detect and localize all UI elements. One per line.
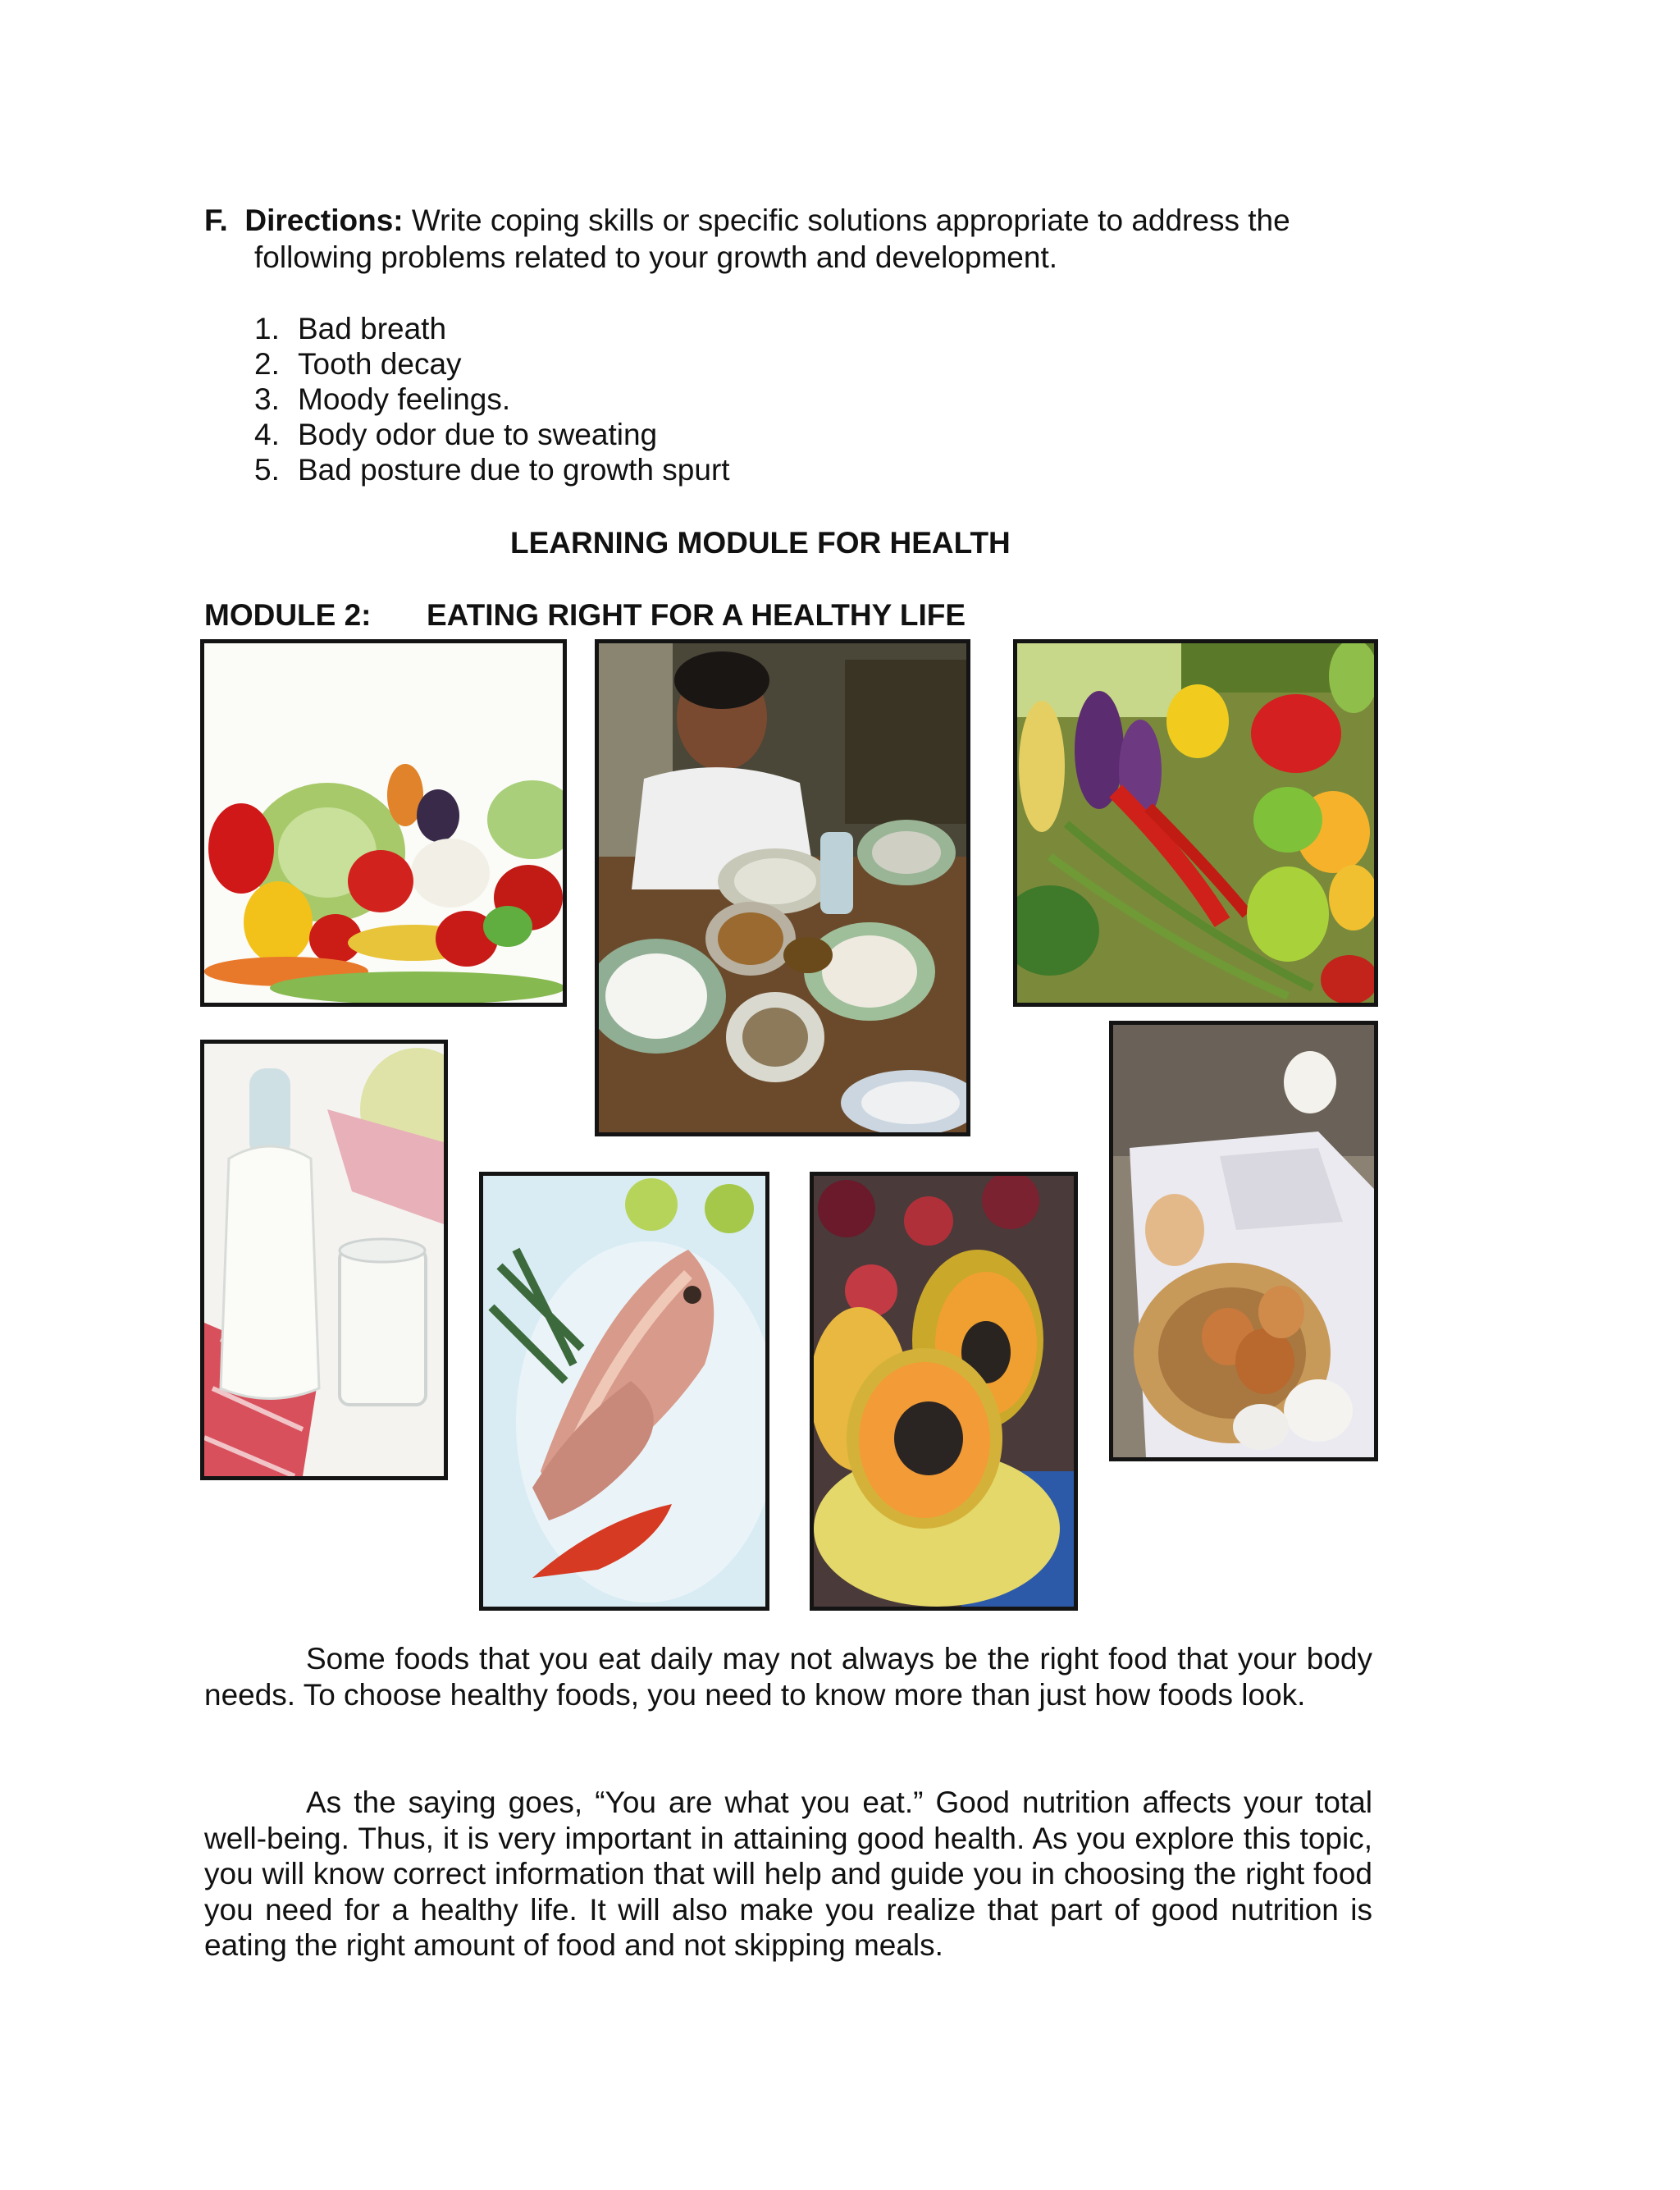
list-item <box>254 346 462 382</box>
directions-line-2: following problems related to your growth and development. <box>254 240 1058 274</box>
item-text: Body odor due to sweating <box>298 418 658 451</box>
intro-paragraph <box>204 1641 1372 1712</box>
eggs-photo-icon <box>1113 1025 1374 1457</box>
assorted-vegetables-photo-icon <box>1017 643 1374 1003</box>
directions-label: Directions: <box>244 203 404 237</box>
boy-eating-meal-photo-icon <box>599 643 966 1132</box>
page-title: LEARNING MODULE FOR HEALTH <box>510 526 1011 560</box>
item-text: Bad posture due to growth spurt <box>298 453 730 487</box>
item-text: Moody feelings. <box>298 382 511 416</box>
item-number: 2. <box>254 347 280 381</box>
directions-text-1: Write coping skills or specific solutions appropriate to address the <box>411 203 1290 237</box>
item-number: 3. <box>254 382 280 416</box>
module-title: EATING RIGHT FOR A HEALTHY LIFE <box>427 598 966 632</box>
nutrition-paragraph <box>204 1785 1372 1964</box>
papaya-photo <box>810 1172 1078 1611</box>
item-number: 1. <box>254 312 280 345</box>
boy-eating-meal-photo <box>595 639 970 1136</box>
list-item <box>254 452 730 488</box>
fish-photo <box>479 1172 769 1611</box>
directions-line-1 <box>204 203 1290 239</box>
item-number: 5. <box>254 453 280 487</box>
paragraph-text: Some foods that you eat daily may not always be the right food that your body needs. To choose healthy foods, you need to know more than just how foods look. <box>204 1642 1372 1712</box>
activity-letter: F. <box>204 203 228 237</box>
milk-bottle-photo-icon <box>204 1044 444 1476</box>
module-number: MODULE 2: <box>204 598 372 632</box>
item-text: Bad breath <box>298 312 447 345</box>
assorted-vegetables-photo <box>1013 639 1378 1007</box>
item-number: 4. <box>254 418 280 451</box>
paragraph-text: As the saying goes, “You are what you eat.” Good nutrition affects your total well-being. Thus, it is very important in attaining good health. As you explore this topic, you will know correct information that will help and guide you in choosing the right food you need for a healthy life. It will also make you realize that part of good nutrition is eating the right amount of food and not skipping meals. <box>204 1785 1372 1962</box>
list-item <box>254 417 658 453</box>
eggs-photo <box>1109 1021 1378 1461</box>
item-text: Tooth decay <box>298 347 462 381</box>
vegetables-photo-icon <box>204 643 563 1003</box>
list-item <box>254 311 447 347</box>
fish-photo-icon <box>483 1176 765 1607</box>
milk-bottle-photo <box>200 1040 448 1480</box>
vegetables-photo <box>200 639 567 1007</box>
papaya-photo-icon <box>814 1176 1074 1607</box>
list-item <box>254 382 511 418</box>
